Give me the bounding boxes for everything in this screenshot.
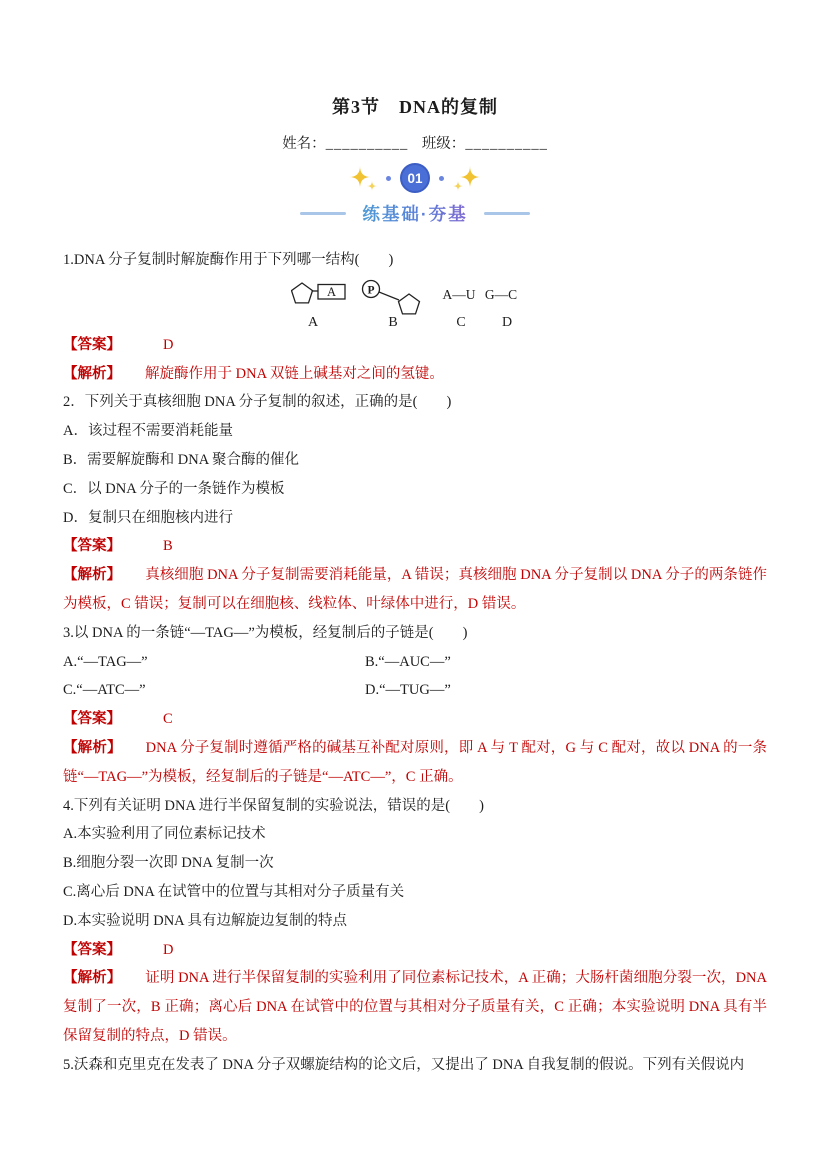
answer-label: 【答案】 (63, 711, 121, 728)
analysis-line (63, 360, 767, 389)
base-letter: A (326, 284, 337, 299)
question-stem: 4.下列有关证明 DNA 进行半保留复制的实验说法，错误的是( ) (63, 797, 484, 814)
diagram-caption-a: A (307, 314, 319, 330)
deoxyribose-pentagon-icon (399, 294, 420, 314)
option-b: B．需要解旋酶和 DNA 聚合酶的催化 (63, 451, 300, 468)
analysis-label: 【解析】 (63, 739, 122, 756)
diagram-caption-d: D (501, 314, 513, 330)
option-d: D．复制只在细胞核内进行 (63, 509, 233, 526)
name-label: 姓名： (282, 136, 326, 152)
class-label: 班级： (421, 136, 466, 152)
answer-label: 【答案】 (63, 941, 121, 958)
answer-line (63, 532, 767, 561)
question-4 (63, 792, 767, 1051)
class-blank: __________ (465, 136, 548, 152)
option-b: B.细胞分裂一次即 DNA 复制一次 (63, 855, 274, 872)
analysis-text: 解旋酶作用于 DNA 双链上碱基对之间的氢键。 (145, 365, 444, 382)
option-d: D.“—TUG—” (365, 682, 451, 699)
sparkle-right-icon (453, 164, 483, 192)
badge-dot-right (439, 176, 444, 181)
phosphate-letter: P (367, 284, 375, 297)
question-stem: 2．下列关于真核细胞 DNA 分子复制的叙述，正确的是( ) (63, 394, 452, 411)
option-c: C．以 DNA 分子的一条链作为模板 (63, 480, 285, 497)
answer-value: B (163, 538, 173, 555)
analysis-line (63, 964, 767, 1050)
option-a: A.本实验利用了同位素标记技术 (63, 826, 266, 843)
option-c: C.“—ATC—” (63, 682, 146, 699)
analysis-text: 证明 DNA 进行半保留复制的实验利用了同位素标记技术，A 正确；大肠杆菌细胞分裂一次，DNA 复制了一次，B 正确；离心后 DNA 在试管中的位置与其相对分子质量有关，C 正确；本实验说明 DNA 具有半保留复制的特点，D 错误。 (63, 970, 767, 1044)
question-5 (63, 1051, 767, 1080)
analysis-text: 真核细胞 DNA 分子复制需要消耗能量，A 错误；真核细胞 DNA 分子复制以 DNA 分子的两条链作为模板，C 错误；复制可以在细胞核、线粒体、叶绿体中进行，D 错误。 (63, 567, 768, 612)
bond-line (379, 292, 399, 300)
page-title: 第3节 DNA的复制 (332, 97, 498, 117)
question-stem: 3.以 DNA 的一条链“—TAG—”为模板，经复制后的子链是( ) (63, 624, 468, 641)
base-pair-gc: G—C (484, 286, 518, 302)
answer-value: D (163, 941, 174, 958)
analysis-line (63, 734, 767, 792)
answer-value: C (163, 711, 173, 728)
analysis-label: 【解析】 (63, 567, 122, 584)
analysis-text: DNA 分子复制时遵循严格的碱基互补配对原则，即 A 与 T 配对，G 与 C 配对，故以 DNA 的一条链“—TAG—”为模板，经复制后的子链是“—ATC—”，C 正确。 (63, 739, 768, 785)
question-2 (63, 388, 767, 618)
section-badge (63, 162, 767, 226)
badge-dash-left (300, 212, 346, 215)
options-grid (63, 648, 767, 706)
name-blank: __________ (325, 136, 409, 152)
answer-label: 【答案】 (63, 538, 121, 555)
analysis-label: 【解析】 (63, 365, 121, 382)
badge-dot-left (386, 176, 391, 181)
option-a: A.“—TAG—” (63, 653, 148, 670)
question-list (63, 246, 767, 1080)
analysis-label: 【解析】 (63, 970, 122, 987)
answer-line (63, 331, 767, 360)
section-number-badge: 01 (400, 163, 430, 193)
base-pair-au: A—U (442, 286, 476, 302)
question-3 (63, 619, 767, 792)
answer-label: 【答案】 (63, 336, 121, 353)
badge-top-row (63, 162, 767, 194)
sparkle-left-icon (347, 164, 377, 192)
name-class-line (63, 132, 767, 153)
option-d: D.本实验说明 DNA 具有边解旋边复制的特点 (63, 912, 347, 929)
answer-line (63, 705, 767, 734)
option-c: C.离心后 DNA 在试管中的位置与其相对分子质量有关 (63, 883, 405, 900)
question-stem: 1.DNA 分子复制时解旋酶作用于下列哪一结构( ) (63, 252, 394, 268)
question-stem: 5.沃森和克里克在发表了 DNA 分子双螺旋结构的论文后，又提出了 DNA 自我复制的假说。下列有关假说内 (63, 1056, 745, 1073)
diagram-caption-c: C (456, 314, 466, 330)
answer-value: D (163, 336, 174, 353)
option-a: A．该过程不需要消耗能量 (63, 423, 233, 440)
section-label: 练基础·夯基 (362, 201, 467, 226)
diagram-caption-b: B (388, 314, 398, 330)
answer-line (63, 936, 767, 965)
badge-dash-right (484, 212, 530, 215)
badge-label-row (63, 201, 767, 226)
dna-structure-diagram (63, 275, 767, 331)
option-b: B.“—AUC—” (365, 653, 451, 670)
analysis-line (63, 561, 767, 619)
question-1 (63, 246, 767, 388)
deoxyribose-pentagon-icon (292, 283, 313, 303)
